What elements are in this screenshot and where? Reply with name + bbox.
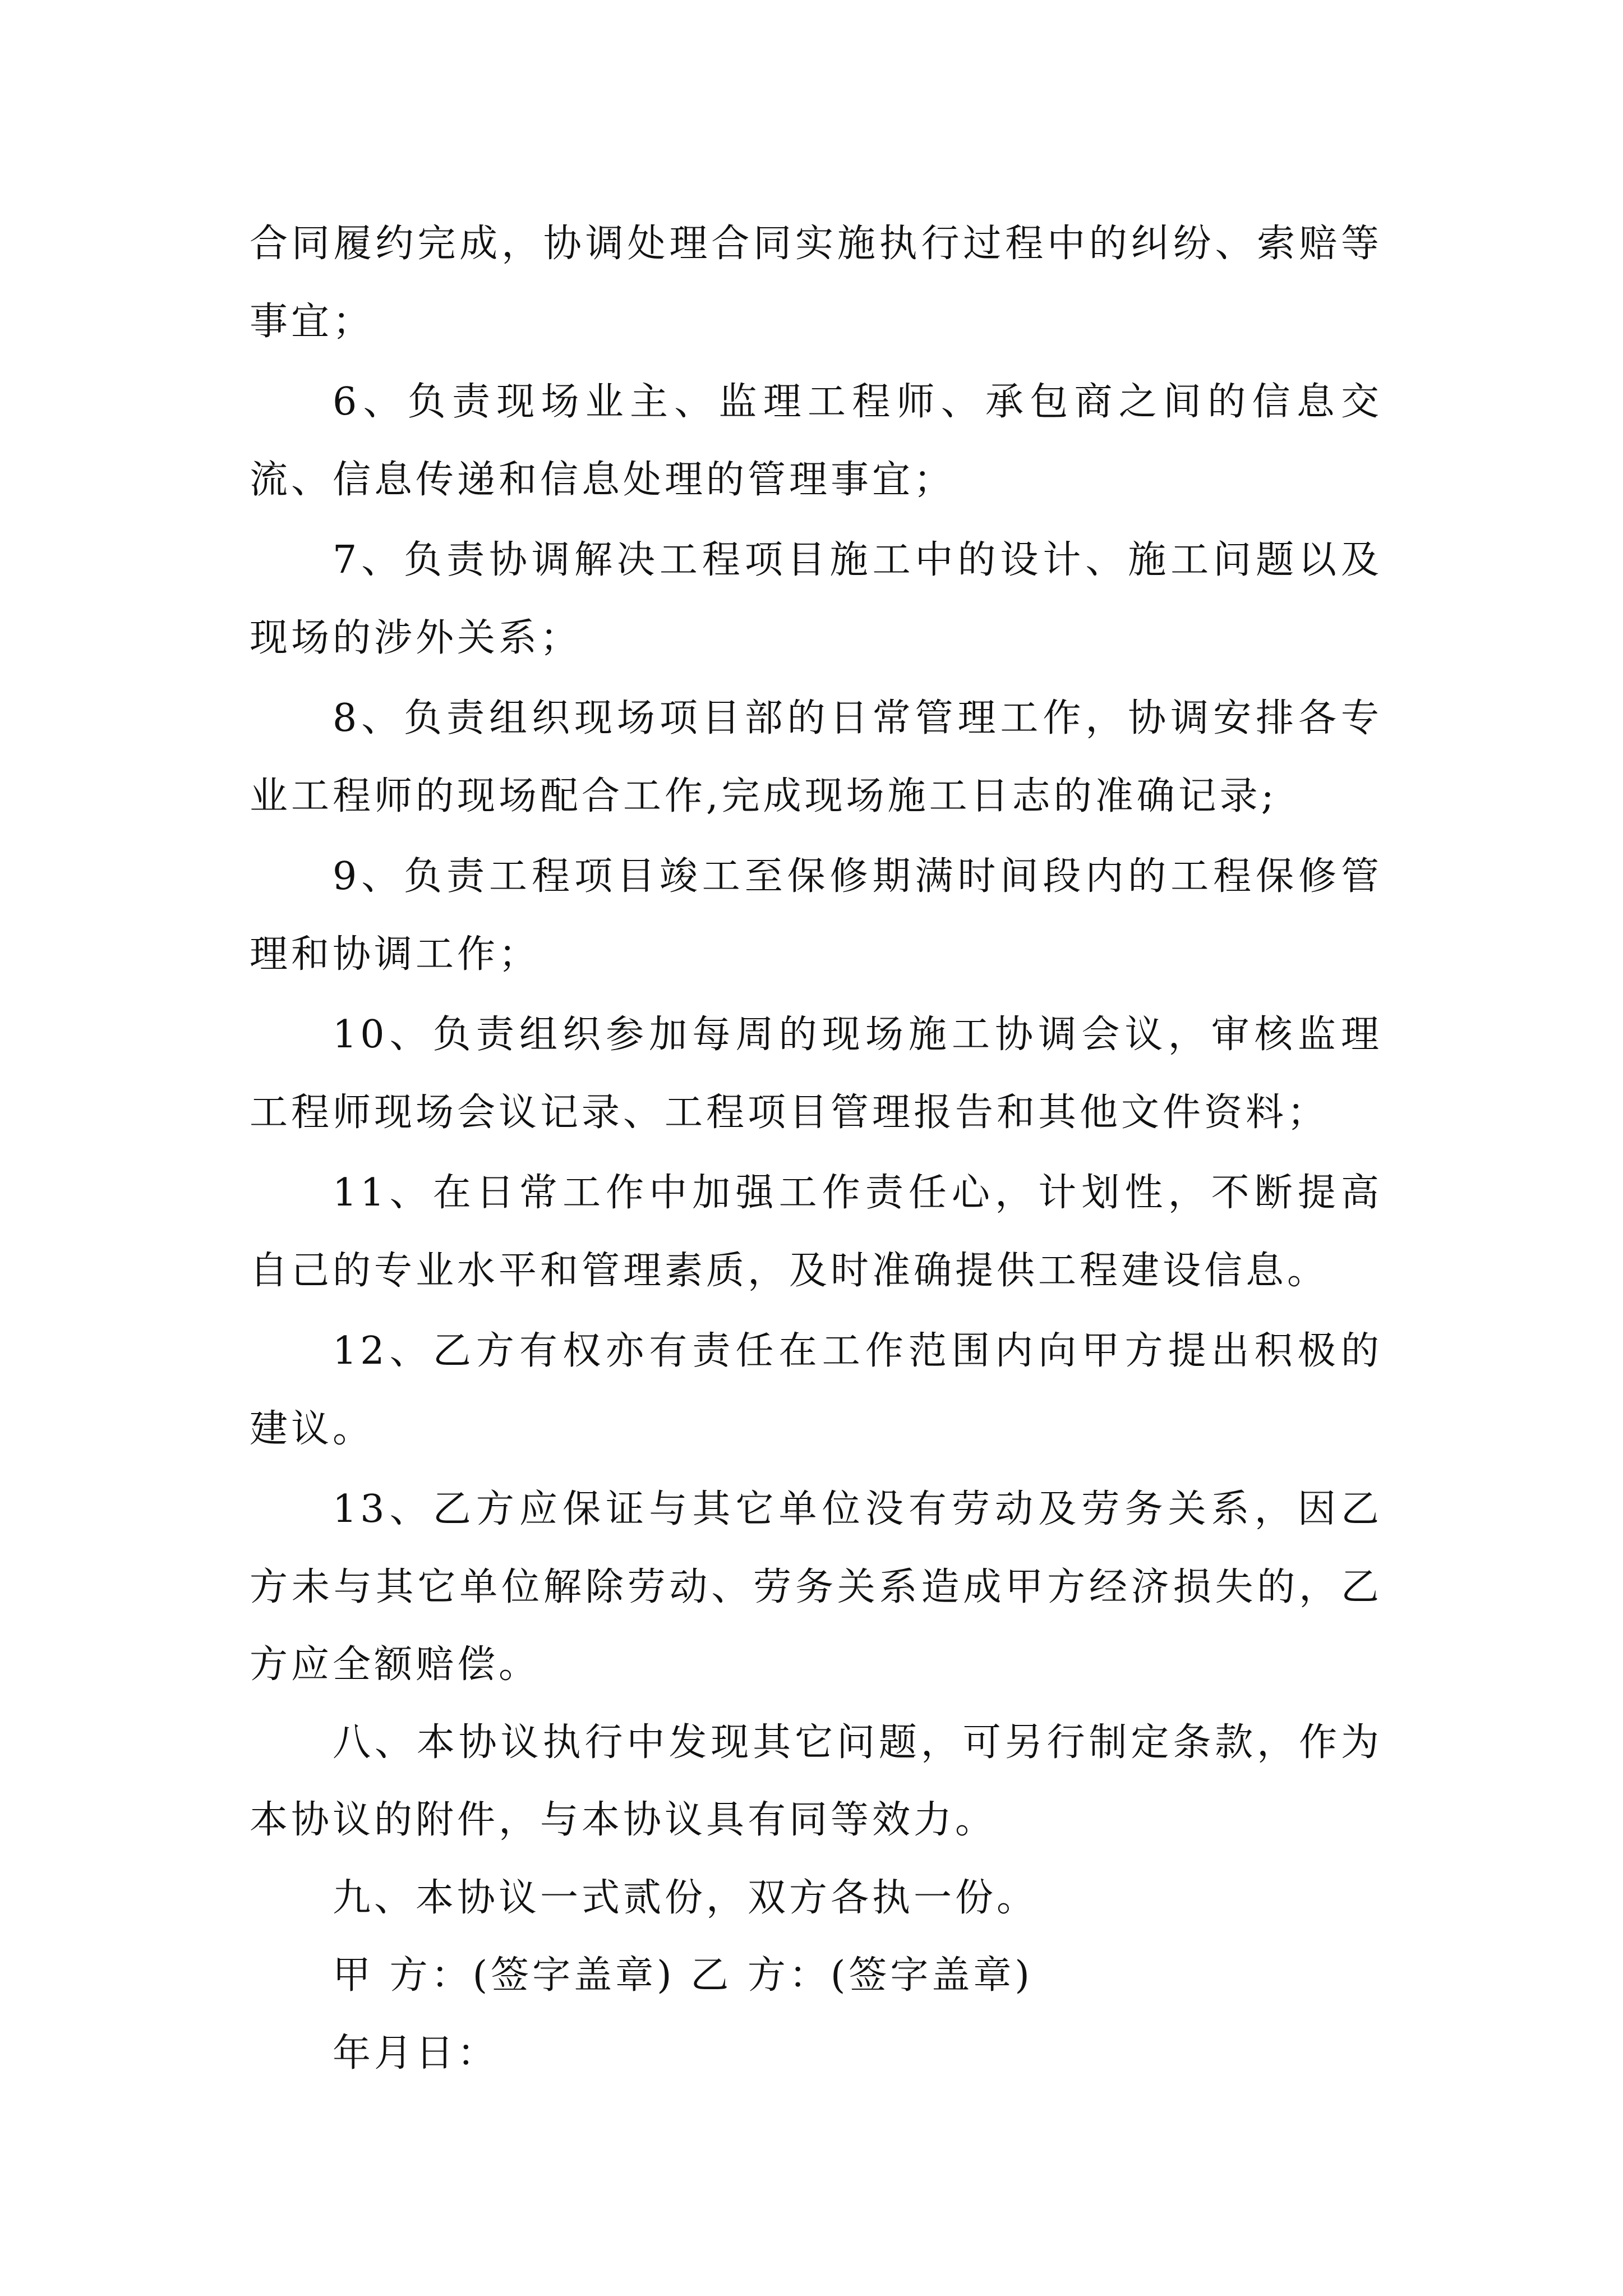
paragraph-item-9: 9、负责工程项目竣工至保修期满时间段内的工程保修管理和协调工作； <box>250 854 1382 977</box>
paragraph-item-11: 11、在日常工作中加强工作责任心，计划性，不断提高自己的专业水平和管理素质，及时准确提供工程建设信息。 <box>250 1171 1382 1293</box>
document-body <box>250 205 1382 2092</box>
paragraph-item-10: 10、负责组织参加每周的现场施工协调会议，审核监理工程师现场会议记录、工程项目管理报告和其他文件资料； <box>250 1013 1382 1135</box>
paragraph-clause-9: 九、本协议一式贰份，双方各执一份。 <box>333 1875 1039 1920</box>
paragraph-item-7: 7、负责协调解决工程项目施工中的设计、施工问题以及现场的涉外关系； <box>250 538 1382 660</box>
paragraph-item-6: 6、负责现场业主、监理工程师、承包商之间的信息交流、信息传递和信息处理的管理事宜； <box>250 380 1382 502</box>
paragraph-item-13: 13、乙方应保证与其它单位没有劳动及劳务关系，因乙方未与其它单位解除劳动、劳务关系造成甲方经济损失的，乙方应全额赔偿。 <box>250 1487 1382 1687</box>
paragraph-continuation: 合同履约完成，协调处理合同实施执行过程中的纠纷、索赔等事宜； <box>250 222 1382 344</box>
paragraph-item-12: 12、乙方有权亦有责任在工作范围内向甲方提出积极的建议。 <box>250 1329 1382 1451</box>
signature-line: 甲 方：(签字盖章) 乙 方：(签字盖章) <box>333 1953 1033 1998</box>
date-line: 年月日： <box>333 2031 499 2076</box>
paragraph-clause-8: 八、本协议执行中发现其它问题，可另行制定条款，作为本协议的附件，与本协议具有同等效力。 <box>250 1720 1382 1842</box>
paragraph-item-8: 8、负责组织现场项目部的日常管理工作，协调安排各专业工程师的现场配合工作,完成现场施工日志的准确记录; <box>250 696 1382 818</box>
